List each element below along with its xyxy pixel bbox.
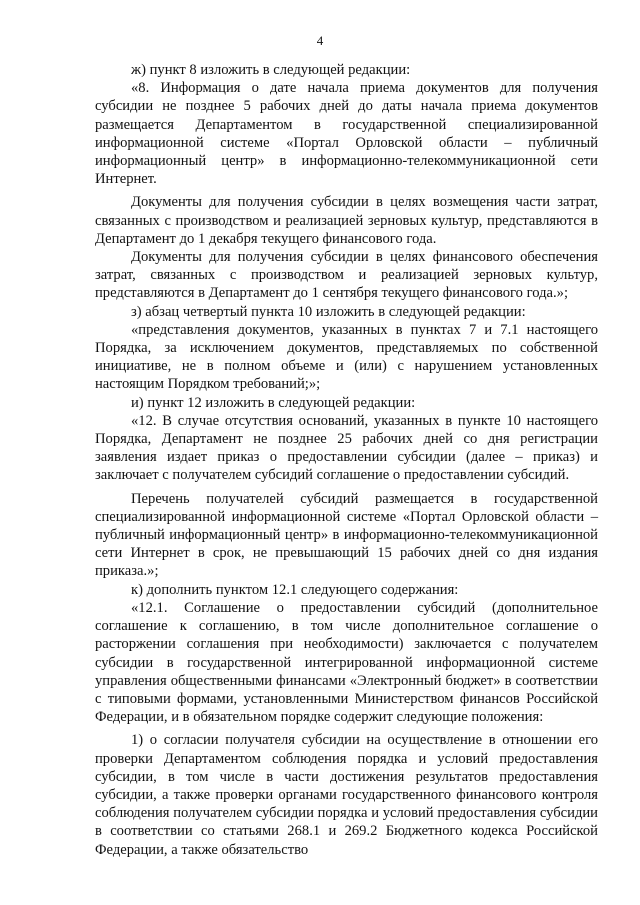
paragraph-item-i: и) пункт 12 изложить в следующей редакции: xyxy=(131,394,416,411)
paragraph-recipients-list: Перечень получателей субсидий размещается в государственной специализированной информационной системе «Портал Орловской области – публичный информационный центр» в информационно-телекоммуникационной сети Интернет в срок, не превышающий 15 рабочих дней со дня издания приказа.»; xyxy=(95,490,598,580)
document-body xyxy=(95,61,598,859)
paragraph-clause-12: «12. В случае отсутствия оснований, указанных в пункте 10 настоящего Порядка, Департамент не позднее 25 рабочих дней со дня регистрации заявления издает приказ о предоставлении субсидии (далее – приказ) и заключает с получателем субсидий соглашение о предоставлении субсидий. xyxy=(95,412,598,484)
page-number: 4 xyxy=(316,33,324,48)
paragraph-item-z: з) абзац четвертый пункта 10 изложить в следующей редакции: xyxy=(131,303,526,320)
paragraph-clause-12-1: «12.1. Соглашение о предоставлении субсидий (дополнительное соглашение к соглашению, в том числе дополнительное соглашение о расторжении соглашения при необходимости) заключается с получателем субсидии в государственной интегрированной информационной системе управления общественными финансами «Электронный бюджет» в соответствии с типовыми формами, установленными Министерством финансов Российской Федерации, и в обязательном порядке содержит следующие положения: xyxy=(95,599,598,726)
paragraph-clause-10-text: «представления документов, указанных в пунктах 7 и 7.1 настоящего Порядка, за исключением документов, представляемых по собственной инициативе, не в полном объеме и (или) с нарушением установленных настоящим Порядком требований;»; xyxy=(95,321,598,393)
paragraph-clause-8: «8. Информация о дате начала приема документов для получения субсидии не позднее 5 рабочих дней до даты начала приема документов размещается Департаментом в государственной специализированной информационной системе «Портал Орловской области – публичный информационный центр» в информационно-телекоммуникационной сети Интернет. xyxy=(95,80,598,188)
paragraph-subitem-1: 1) о согласии получателя субсидии на осуществление в отношении его проверки Департаментом соблюдения порядка и условий предоставления субсидии, в том числе в части достижения результатов предоставления субсидии, а также проверки органами государственного финансового контроля соблюдения получателем субсидии порядка и условий предоставления субсидии в соответствии со статьями 268.1 и 269.2 Бюджетного кодекса Российской Федерации, а также обязательство xyxy=(95,732,598,858)
paragraph-documents-financing: Документы для получения субсидии в целях финансового обеспечения затрат, связанных с производством и реализацией зерновых культур, представляются в Департамент до 1 сентября текущего финансового года.»; xyxy=(95,249,598,302)
paragraph-documents-reimbursement: Документы для получения субсидии в целях возмещения части затрат, связанных с производством и реализацией зерновых культур, представляются в Департамент до 1 декабря текущего финансового года. xyxy=(95,194,598,247)
paragraph-item-zh: ж) пункт 8 изложить в следующей редакции: xyxy=(131,62,411,78)
paragraph-item-k: к) дополнить пунктом 12.1 следующего содержания: xyxy=(131,581,459,598)
